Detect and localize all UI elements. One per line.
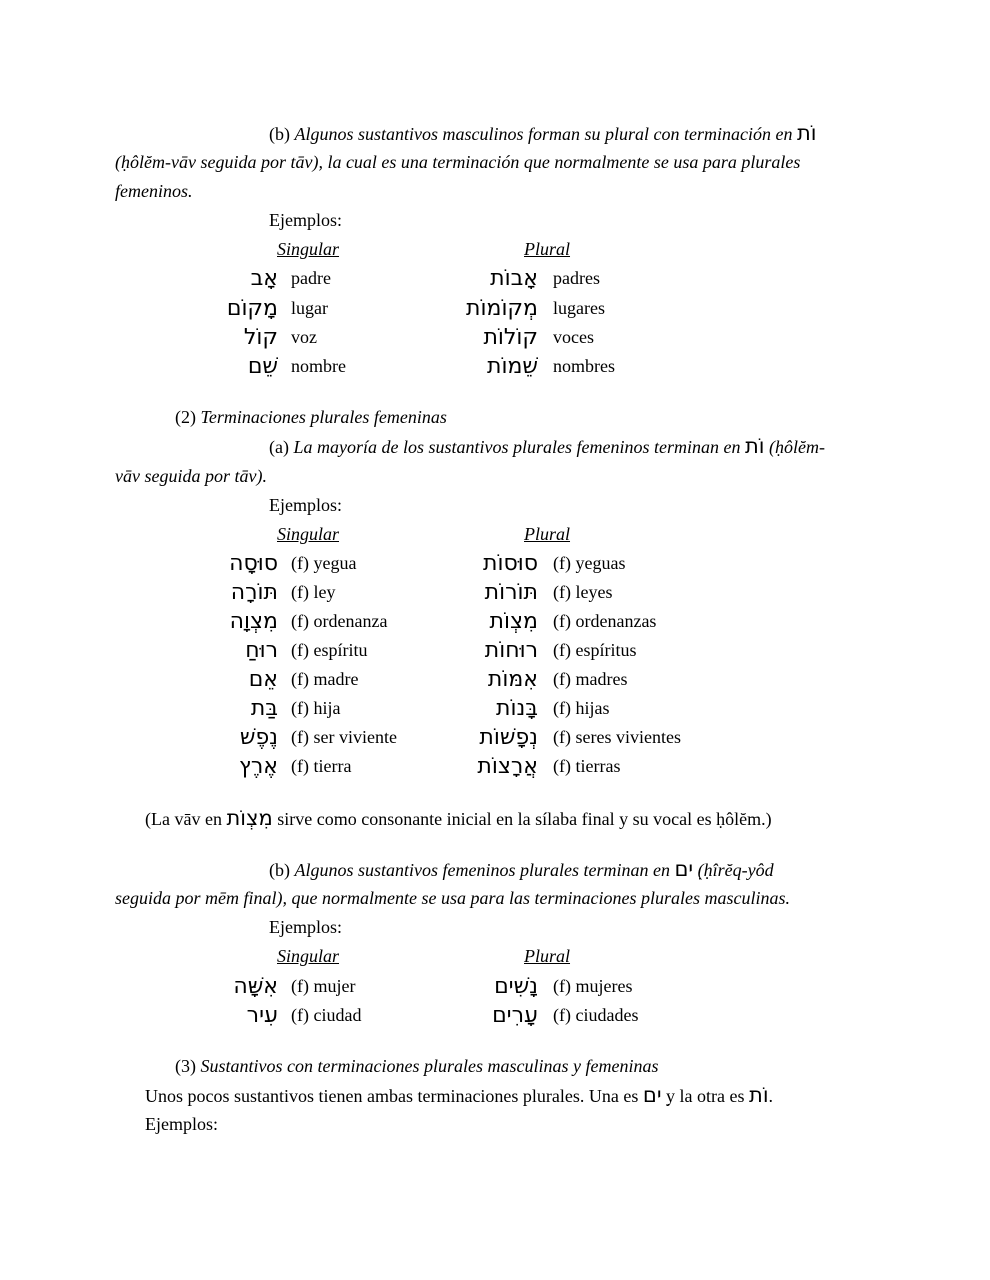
gloss: lugares: [553, 298, 605, 318]
hebrew-word: קוֹל: [243, 325, 278, 350]
hebrew-word: אִשָּׁה: [233, 974, 278, 999]
hebrew-word: תּוֹרָה: [230, 580, 278, 605]
section-2a-line2: vāv seguida por tāv).: [115, 466, 267, 486]
hebrew-ending: ִים: [642, 1083, 662, 1107]
hebrew-word: אָבוֹת: [490, 266, 538, 291]
section-3-text: Unos pocos sustantivos tienen ambas terminaciones plurales. Una es ִים y la otra es וֹת.: [145, 1083, 774, 1107]
gloss: (f) tierras: [553, 756, 621, 776]
hebrew-word: נֶפֶשׁ: [239, 725, 278, 750]
examples-label: Ejemplos:: [269, 917, 342, 937]
hebrew-word: אָב: [250, 266, 278, 291]
hebrew-word: מָקוֹם: [226, 296, 278, 321]
examples-label: Ejemplos:: [269, 495, 342, 515]
examples-label: Ejemplos:: [145, 1114, 218, 1134]
gloss: (f) ciudad: [291, 1005, 362, 1025]
section-2a-line1: (a) La mayoría de los sustantivos plurales femeninos terminan en וֹת (ḥôlĕm-: [269, 434, 825, 458]
gloss: lugar: [291, 298, 328, 318]
gloss: (f) espíritus: [553, 640, 637, 660]
gloss: (f) ley: [291, 582, 336, 602]
gloss: (f) seres vivientes: [553, 727, 681, 747]
section-b-masc-line2: (ḥôlĕm-vāv seguida por tāv), la cual es una terminación que normalmente se usa para plurales: [115, 152, 801, 172]
hebrew-word: מְקוֹמוֹת: [466, 296, 538, 321]
gloss: (f) mujeres: [553, 976, 633, 996]
gloss: nombres: [553, 356, 615, 376]
hebrew-ending: וֹת: [797, 121, 817, 145]
section-b-masc-line1: [269, 119, 817, 149]
gloss: voz: [291, 327, 317, 347]
hebrew-word: אֲרָצוֹת: [477, 754, 538, 779]
hebrew-word: סוּסוֹת: [483, 551, 538, 576]
section-b-fem-line2: seguida por mēm final), que normalmente se usa para las terminaciones plurales masculinas.: [115, 888, 790, 908]
section-2-heading: (2) Terminaciones plurales femeninas: [175, 407, 447, 427]
hebrew-word: נָשִׁים: [494, 974, 538, 999]
section-text: Algunos sustantivos masculinos forman su plural con terminación en: [294, 124, 793, 144]
examples-label: Ejemplos:: [269, 210, 342, 230]
hebrew-word: מִצְוֹת: [489, 609, 538, 634]
gloss: (f) ser viviente: [291, 727, 397, 747]
gloss: nombre: [291, 356, 346, 376]
singular-header: Singular: [277, 946, 340, 966]
section-3-heading: (3) Sustantivos con terminaciones plurales masculinas y femeninas: [175, 1056, 659, 1076]
plural-header: Plural: [524, 524, 571, 544]
hebrew-word: סוּסָה: [229, 551, 278, 576]
gloss: (f) ciudades: [553, 1005, 639, 1025]
hebrew-word: רוּחוֹת: [484, 638, 538, 663]
hebrew-word: שֵׁם: [247, 354, 278, 379]
hebrew-word: אֶרֶץ: [239, 754, 278, 779]
hebrew-ending: וֹת: [744, 434, 765, 458]
gloss: (f) yeguas: [553, 553, 626, 573]
hebrew-word: מִצְוֹת: [226, 806, 273, 830]
gloss: (f) tierra: [291, 756, 352, 776]
gloss: (f) mujer: [291, 976, 356, 996]
hebrew-word: בָּנוֹת: [496, 696, 538, 721]
hebrew-word: מִצְוָה: [229, 609, 278, 634]
singular-header: Singular: [277, 524, 340, 544]
gloss: (f) leyes: [553, 582, 613, 602]
hebrew-word: בַּת: [250, 696, 278, 721]
gloss: (f) hija: [291, 698, 341, 718]
hebrew-word: אֵם: [248, 667, 278, 692]
plural-header: Plural: [524, 946, 571, 966]
hebrew-word: רוּחַ: [245, 638, 278, 663]
singular-header: Singular: [277, 239, 340, 259]
gloss: padres: [553, 268, 600, 288]
gloss: (f) ordenanza: [291, 611, 388, 631]
gloss: (f) yegua: [291, 553, 357, 573]
gloss: voces: [553, 327, 594, 347]
gloss: (f) madre: [291, 669, 359, 689]
plural-header: Plural: [524, 239, 571, 259]
hebrew-word: אִמּוֹת: [487, 667, 538, 692]
hebrew-word: תּוֹרוֹת: [484, 580, 538, 605]
vav-note: (La vāv en מִצְוֹת sirve como consonante inicial en la sílaba final y su vocal es ḥôlĕm.): [145, 806, 772, 830]
section-label: (b): [269, 124, 290, 144]
gloss: (f) hijas: [553, 698, 610, 718]
hebrew-ending: ִים: [674, 857, 694, 881]
hebrew-word: עִיר: [246, 1003, 278, 1028]
gloss: padre: [291, 268, 331, 288]
gloss: (f) madres: [553, 669, 628, 689]
hebrew-word: קוֹלוֹת: [483, 325, 538, 350]
section-b-fem-line1: (b) Algunos sustantivos femeninos plurales terminan en ִים (ḥîrĕq-yôd: [269, 857, 774, 881]
hebrew-word: עָרִים: [492, 1003, 538, 1028]
hebrew-word: שֵׁמוֹת: [487, 354, 538, 379]
hebrew-word: נְפָשׁוֹת: [479, 725, 538, 750]
section-b-masc-line3: femeninos.: [115, 181, 193, 201]
gloss: (f) ordenanzas: [553, 611, 657, 631]
gloss: (f) espíritu: [291, 640, 368, 660]
hebrew-ending: וֹת: [749, 1083, 769, 1107]
